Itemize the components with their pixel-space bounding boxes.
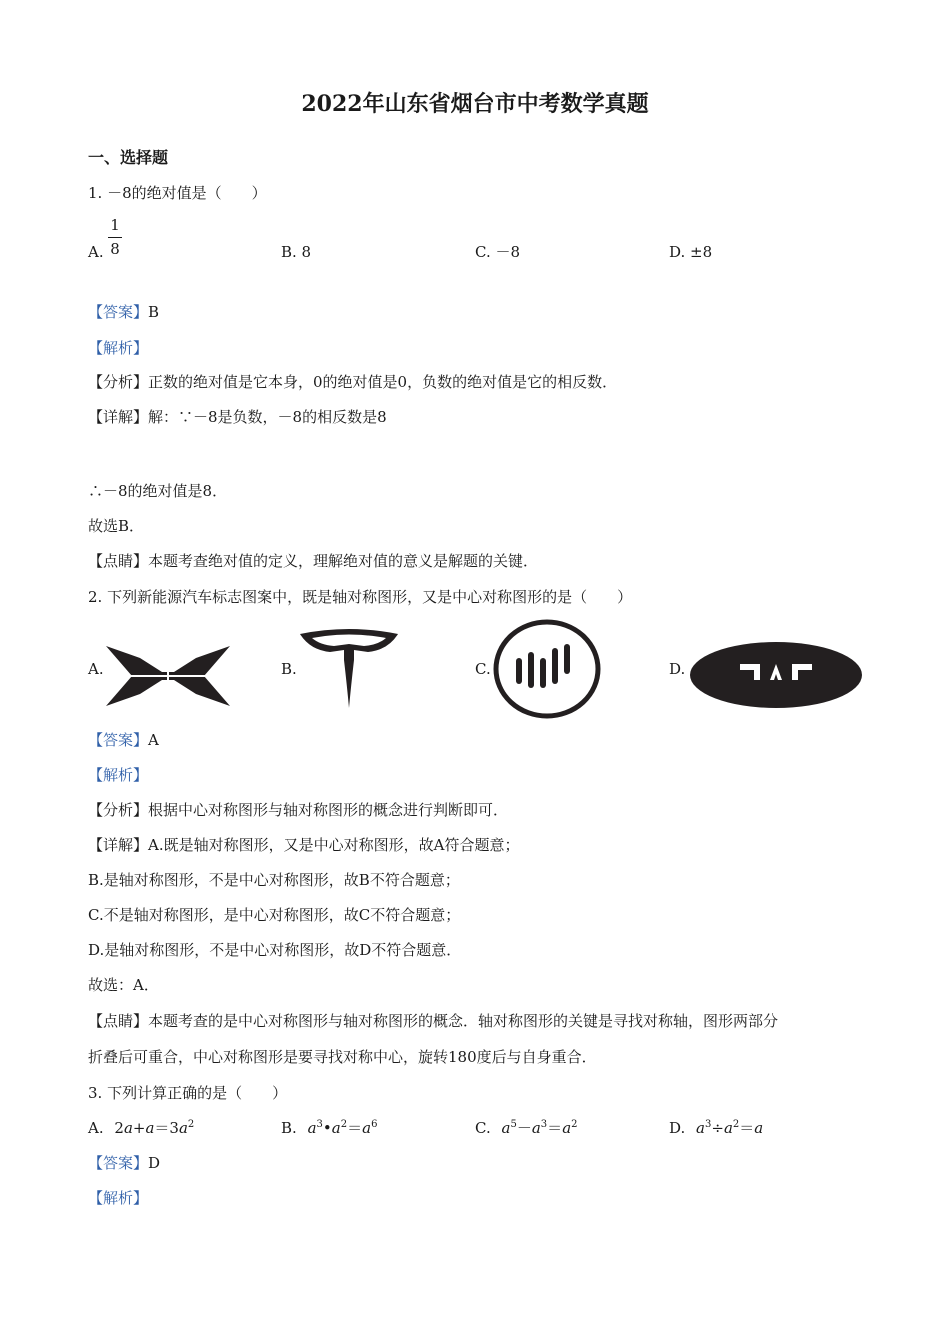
- q1-analysis: [88, 375, 617, 390]
- q1-comment: [88, 554, 538, 569]
- q1-conclusion: ∴－8的绝对值是8．: [88, 482, 228, 500]
- option-label: A.: [88, 1119, 104, 1137]
- answer-value: D: [148, 1154, 161, 1172]
- q3-option-a: [88, 1121, 194, 1136]
- q2-option-b-label: B.: [281, 660, 297, 678]
- comment-text: 本题考查的是中心对称图形与轴对称图形的概念．轴对称图形的关键是寻找对称轴，图形两部分: [148, 1012, 779, 1030]
- x-shape-logo-icon: [104, 642, 232, 710]
- analysis-text: 正数的绝对值是它本身，0的绝对值是0，负数的绝对值是它的相反数．: [148, 373, 618, 391]
- q2-analysis: [88, 803, 508, 818]
- detail-text: 解：∵－8是负数，－8的相反数是8: [148, 408, 387, 426]
- q1-option-c: C. －8: [475, 243, 521, 261]
- option-math: $a^5-a^3=a^2$: [501, 1119, 578, 1137]
- comment-text: 本题考查绝对值的定义，理解绝对值的意义是解题的关键．: [148, 552, 539, 570]
- q2-detail-d: D.是轴对称图形，不是中心对称图形，故D不符合题意．: [88, 941, 462, 959]
- section-heading: 一、选择题: [88, 148, 169, 167]
- option-label: B.: [281, 1119, 297, 1137]
- page-title: 2022年山东省烟台市中考数学真题: [301, 91, 649, 117]
- fraction-numerator: 1: [110, 216, 120, 234]
- q2-comment-cont: 折叠后可重合，中心对称图形是要寻找对称中心，旋转180度后与自身重合．: [88, 1048, 597, 1066]
- q3-option-b: [281, 1121, 377, 1136]
- q2-option-d-label: D.: [669, 660, 686, 678]
- q3-jiexi-tag: 【解析】: [88, 1189, 149, 1207]
- q3-stem: 3. 下列计算正确的是（ ）: [88, 1084, 288, 1102]
- q2-stem: 2. 下列新能源汽车标志图案中，既是轴对称图形，又是中心对称图形的是（ ）: [88, 588, 633, 606]
- q1-option-b: B. 8: [281, 243, 312, 261]
- q2-detail-b: B.是轴对称图形，不是中心对称图形，故B不符合题意；: [88, 871, 460, 889]
- answer-value: A: [148, 731, 159, 749]
- option-label: D.: [669, 1119, 686, 1137]
- detail-tag: 【详解】: [88, 836, 149, 854]
- option-math: $a^3•a^2=a^6$: [307, 1119, 378, 1137]
- answer-tag: 【答案】: [88, 1154, 149, 1172]
- detail-text: A.既是轴对称图形，又是中心对称图形，故A符合题意；: [148, 836, 520, 854]
- comment-tag: 【点睛】: [88, 552, 149, 570]
- fraction-bar: [108, 237, 122, 238]
- answer-tag: 【答案】: [88, 731, 149, 749]
- q1-answer: [88, 305, 159, 320]
- t-shape-logo-icon: [298, 628, 400, 710]
- option-math: $2a+a=3a^2$: [114, 1119, 195, 1137]
- q1-jiexi-tag: 【解析】: [88, 339, 149, 357]
- q1-option-a-fraction: [108, 216, 122, 258]
- q1-choose: 故选B．: [88, 517, 145, 535]
- q3-answer: [88, 1156, 160, 1171]
- q1-detail: [88, 410, 387, 425]
- ellipse-emblem-logo-icon: [688, 640, 864, 710]
- analysis-text: 根据中心对称图形与轴对称图形的概念进行判断即可．: [148, 801, 509, 819]
- q1-option-a-label: A.: [88, 243, 104, 261]
- analysis-tag: 【分析】: [88, 801, 149, 819]
- analysis-tag: 【分析】: [88, 373, 149, 391]
- fraction-denominator: 8: [110, 240, 120, 258]
- q2-detail: [88, 838, 519, 853]
- q1-option-d: D. ±8: [669, 243, 713, 261]
- q2-detail-c: C.不是轴对称图形，是中心对称图形，故C不符合题意；: [88, 906, 461, 924]
- q2-answer: [88, 733, 159, 748]
- q2-comment: [88, 1014, 778, 1029]
- q2-option-c-label: C.: [475, 660, 491, 678]
- q3-option-c: [475, 1121, 578, 1136]
- q2-choose: 故选：A．: [88, 976, 159, 994]
- answer-tag: 【答案】: [88, 303, 149, 321]
- q2-jiexi-tag: 【解析】: [88, 766, 149, 784]
- q2-option-a-label: A.: [88, 660, 104, 678]
- option-label: C.: [475, 1119, 491, 1137]
- option-math: $a^3\div a^2=a$: [696, 1119, 764, 1137]
- answer-value: B: [148, 303, 160, 321]
- q3-option-d: [669, 1121, 763, 1136]
- q1-stem: 1. －8的绝对值是（ ）: [88, 184, 267, 202]
- comment-tag: 【点睛】: [88, 1012, 149, 1030]
- oval-bars-logo-icon: [492, 618, 602, 720]
- detail-tag: 【详解】: [88, 408, 149, 426]
